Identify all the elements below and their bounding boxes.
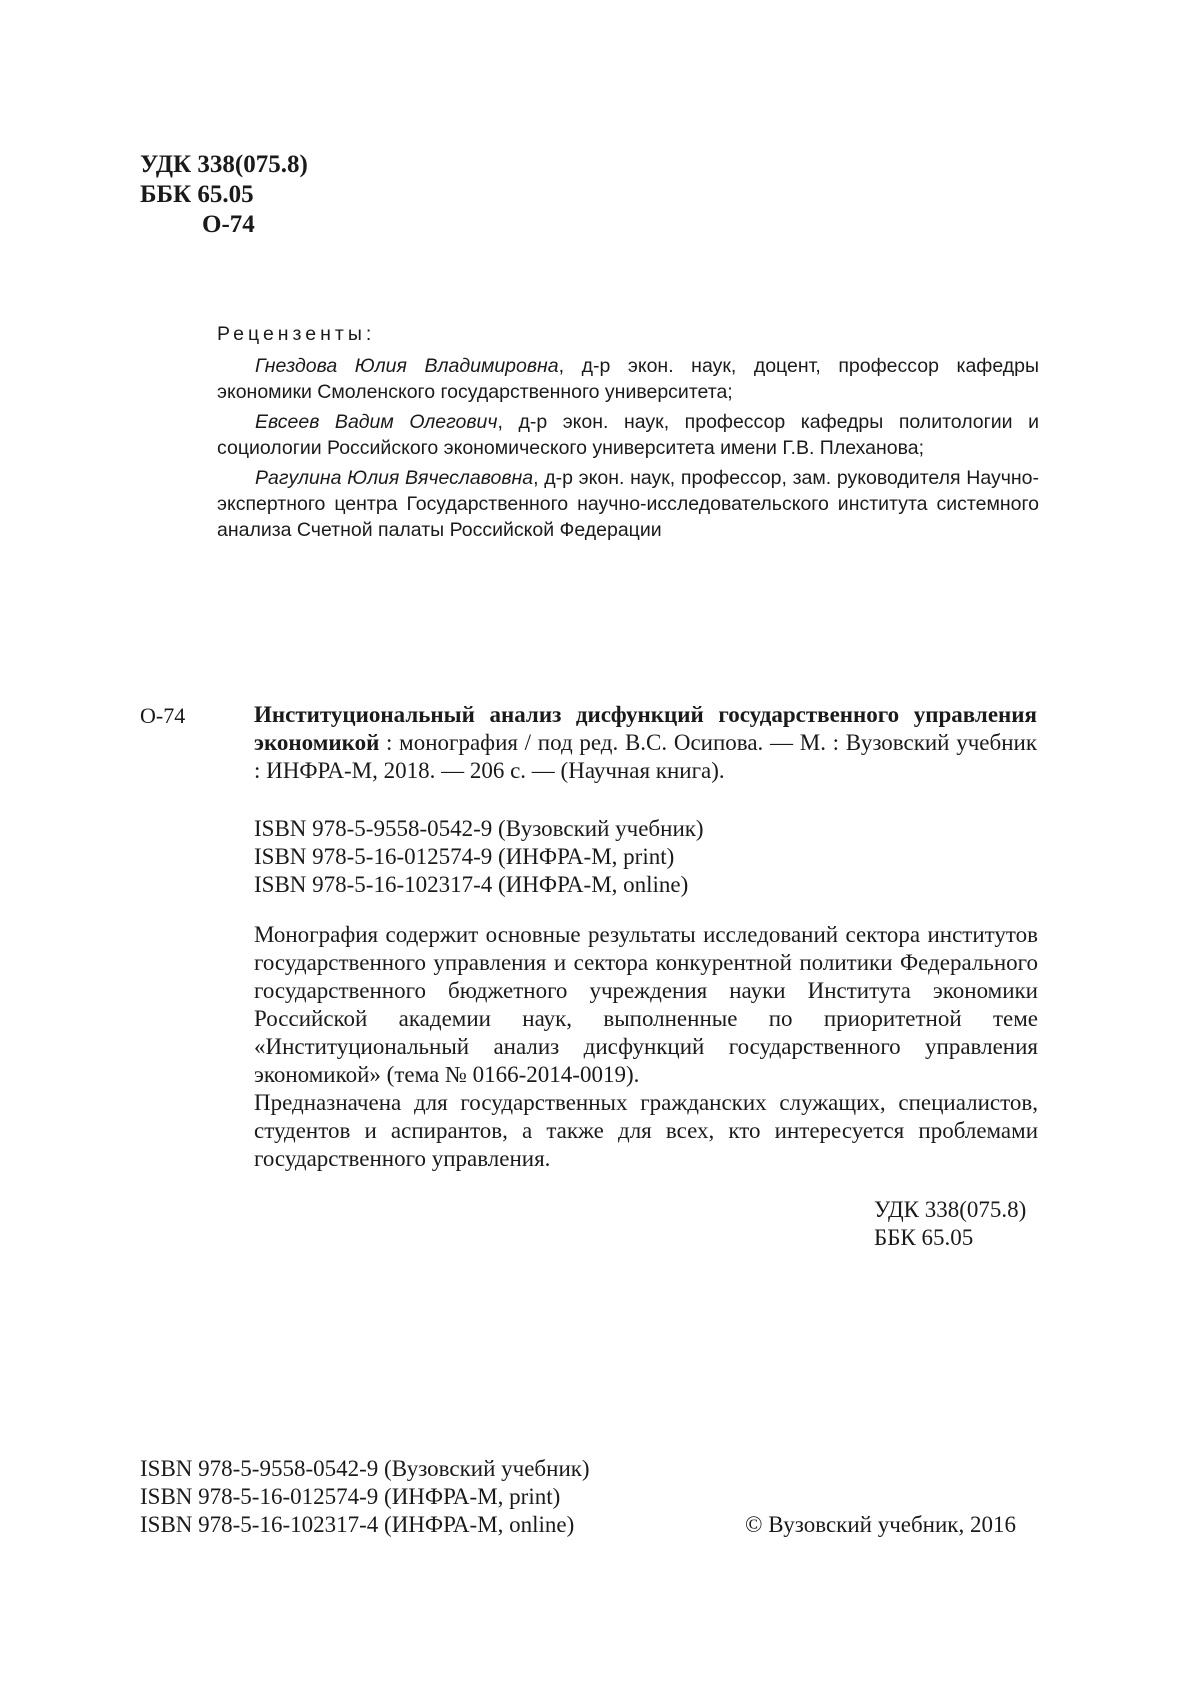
reviewer-entry [217,409,1039,461]
isbn-list [254,815,704,899]
catalog-entry [254,701,1037,785]
isbn-line: ISBN 978-5-16-012574-9 (ИНФРА-М, print) [140,1484,561,1509]
bbk-code: ББК 65.05 [140,181,254,208]
catalog-author-mark: О-74 [140,703,186,728]
isbn-line: ISBN 978-5-9558-0542-9 (Вузовский учебник) [254,816,704,841]
annotation-paragraph: Монография содержит основные результаты исследований сектора институтов государственного управления и сектора конкурентной политики Федерального государственного бюджетного учреждения науки Института экономики Российской академии наук, выполненные по приоритетной теме «Институциональный анализ дисфункций государственного управления экономикой» (тема № 0166-2014-0019). [254,922,1038,1087]
author-mark: О-74 [202,211,255,238]
reviewer-description: , д-р экон. наук, профессор кафедры политологии и социологии Российского экономического университета имени Г.В. Плеханова; [217,411,1039,459]
reviewer-name: Рагулина Юлия Вячеславовна [255,467,534,489]
annotation-paragraph: Предназначена для государственных гражданских служащих, специалистов, студентов и аспирантов, а также для всех, кто интересуется проблемами государственного управления. [254,1090,1038,1171]
book-details: : монография / под ред. В.С. Осипова. — М. : Вузовский учебник : ИНФРА-М, 2018. — 206 с. — (Научная книга). [254,730,1037,783]
classification-footer [874,1196,1026,1252]
reviewer-name: Евсеев Вадим Олегович [255,411,498,433]
annotation [254,921,1038,1173]
isbn-line: ISBN 978-5-16-102317-4 (ИНФРА-М, online) [254,872,689,897]
bbk-code: ББК 65.05 [874,1225,974,1250]
reviewer-description: , д-р экон. наук, профессор, зам. руководителя Научно-экспертного центра Государственного научно-исследовательского института системного анализа Счетной палаты Российской Федерации [217,467,1039,541]
footer-isbn-list [140,1455,590,1539]
isbn-line: ISBN 978-5-16-102317-4 (ИНФРА-М, online) [140,1512,575,1537]
udk-code: УДК 338(075.8) [874,1197,1027,1222]
classification-header [140,150,308,240]
isbn-line: ISBN 978-5-16-012574-9 (ИНФРА-М, print) [254,844,675,869]
reviewer-entry [217,353,1039,405]
reviewers-heading: Рецензенты: [217,323,376,345]
reviewer-description: , д-р экон. наук, доцент, профессор кафедры экономики Смоленского государственного университета; [217,355,1039,403]
book-title: Институциональный анализ дисфункций государственного управления экономикой [254,702,1037,755]
isbn-line: ISBN 978-5-9558-0542-9 (Вузовский учебник) [140,1456,590,1481]
reviewers-block [217,321,1039,543]
udk-code: УДК 338(075.8) [140,151,308,178]
reviewer-entry [217,465,1039,543]
copyright-notice: © Вузовский учебник, 2016 [745,1512,1016,1537]
reviewer-name: Гнездова Юлия Владимировна [255,355,559,377]
